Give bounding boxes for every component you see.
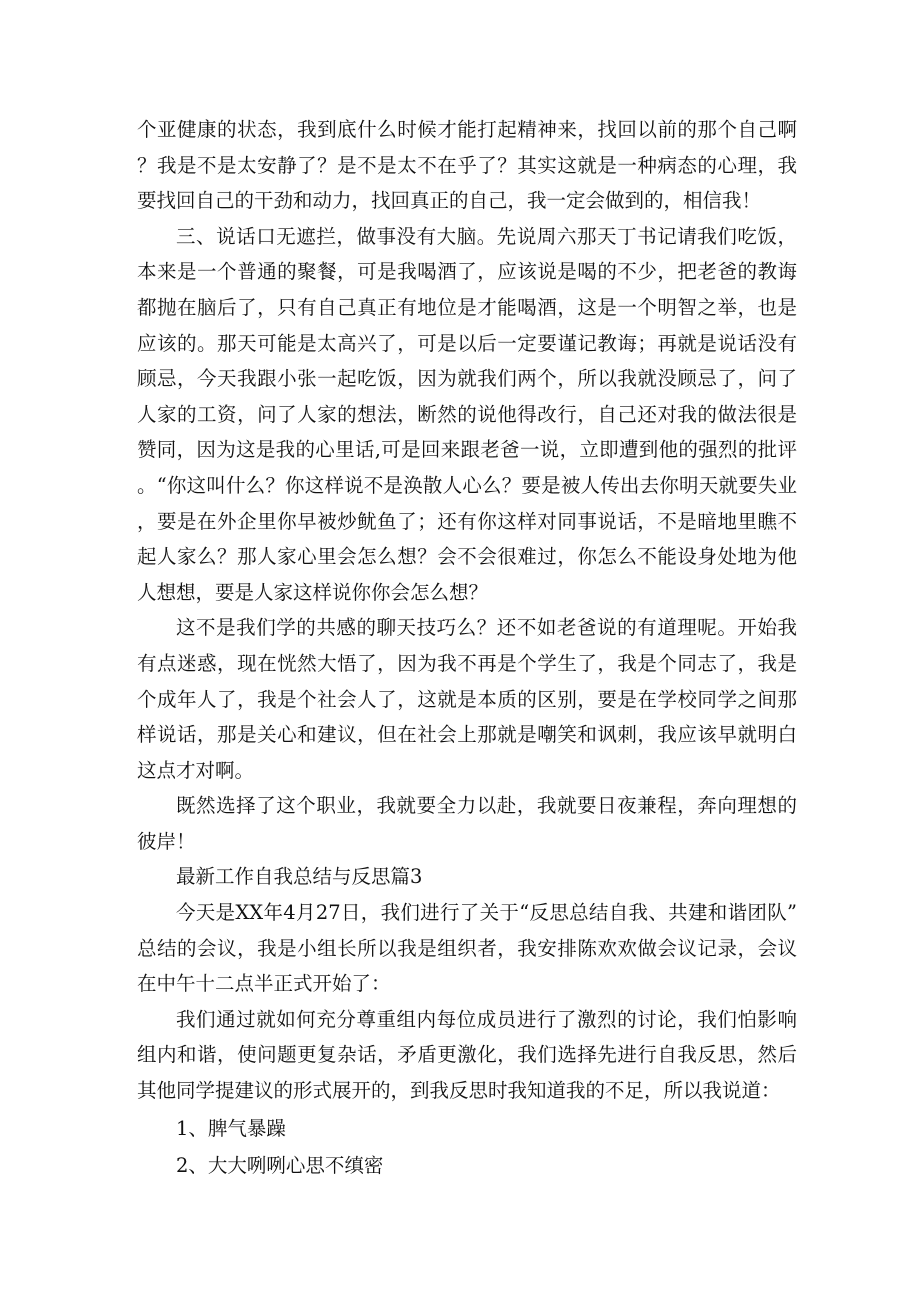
document-page — [137, 112, 797, 1184]
paragraph-meeting-intro: 今天是XX年4月27日，我们进行了关于“反思总结自我、共建和谐团队”总结的会议，我是小组长所以我是组织者，我安排陈欢欢做会议记录，会议在中午十二点半正式开始了： — [137, 901, 797, 996]
paragraph-point-three: 三、说话口无遮拦，做事没有大脑。先说周六那天丁书记请我们吃饭，本来是一个普通的聚餐，可是我喝酒了，应该说是喝的不少，把老爸的教诲都抛在脑后了，只有自己真正有地位是才能喝酒，这是一个明智之举，也是应该的。那天可能是太高兴了，可是以后一定要谨记教诲；再就是说话没有顾忌，今天我跟小张一起吃饭，因为就我们两个，所以我就没顾忌了，问了人家的工资，问了人家的想法，断然的说他得改行，自己还对我的做法很是赞同，因为这是我的心里话,可是回来跟老爸一说，立即遭到他的强烈的批评。“你这叫什么？你这样说不是涣散人心么？要是被人传出去你明天就要失业，要是在外企里你早被炒鱿鱼了；还有你这样对同事说话，不是暗地里瞧不起人家么？那人家心里会怎么想？会不会很难过，你怎么不能设身处地为他人想想，要是人家这样说你你会怎么想？ — [137, 224, 797, 604]
paragraph-continuation: 个亚健康的状态，我到底什么时候才能打起精神来，找回以前的那个自己啊？我是不是太安静了？是不是太不在乎了？其实这就是一种病态的心理，我要找回自己的干劲和动力，找回真正的自己，我一定会做到的，相信我！ — [137, 118, 797, 213]
paragraph-reflection: 这不是我们学的共感的聊天技巧么？还不如老爸说的有道理呢。开始我有点迷惑，现在恍然大悟了，因为我不再是个学生了，我是个同志了，我是个成年人了，我是个社会人了，这就是本质的区别，要是在学校同学之间那样说话，那是关心和建议，但在社会上那就是嘲笑和讽刺，我应该早就明白这点才对啊。 — [137, 616, 797, 782]
list-item: 2、大大咧咧心思不缜密 — [176, 1154, 384, 1178]
section-heading: 最新工作自我总结与反思篇3 — [176, 865, 423, 889]
paragraph-resolution: 既然选择了这个职业，我就要全力以赴，我就要日夜兼程，奔向理想的彼岸！ — [137, 794, 797, 853]
list-item: 1、脾气暴躁 — [176, 1116, 286, 1140]
paragraph-meeting-discussion: 我们通过就如何充分尊重组内每位成员进行了激烈的讨论，我们怕影响组内和谐，使问题更复杂话，矛盾更激化，我们选择先进行自我反思，然后其他同学提建议的形式展开的，到我反思时我知道我的不足，所以我说道： — [137, 1007, 797, 1103]
